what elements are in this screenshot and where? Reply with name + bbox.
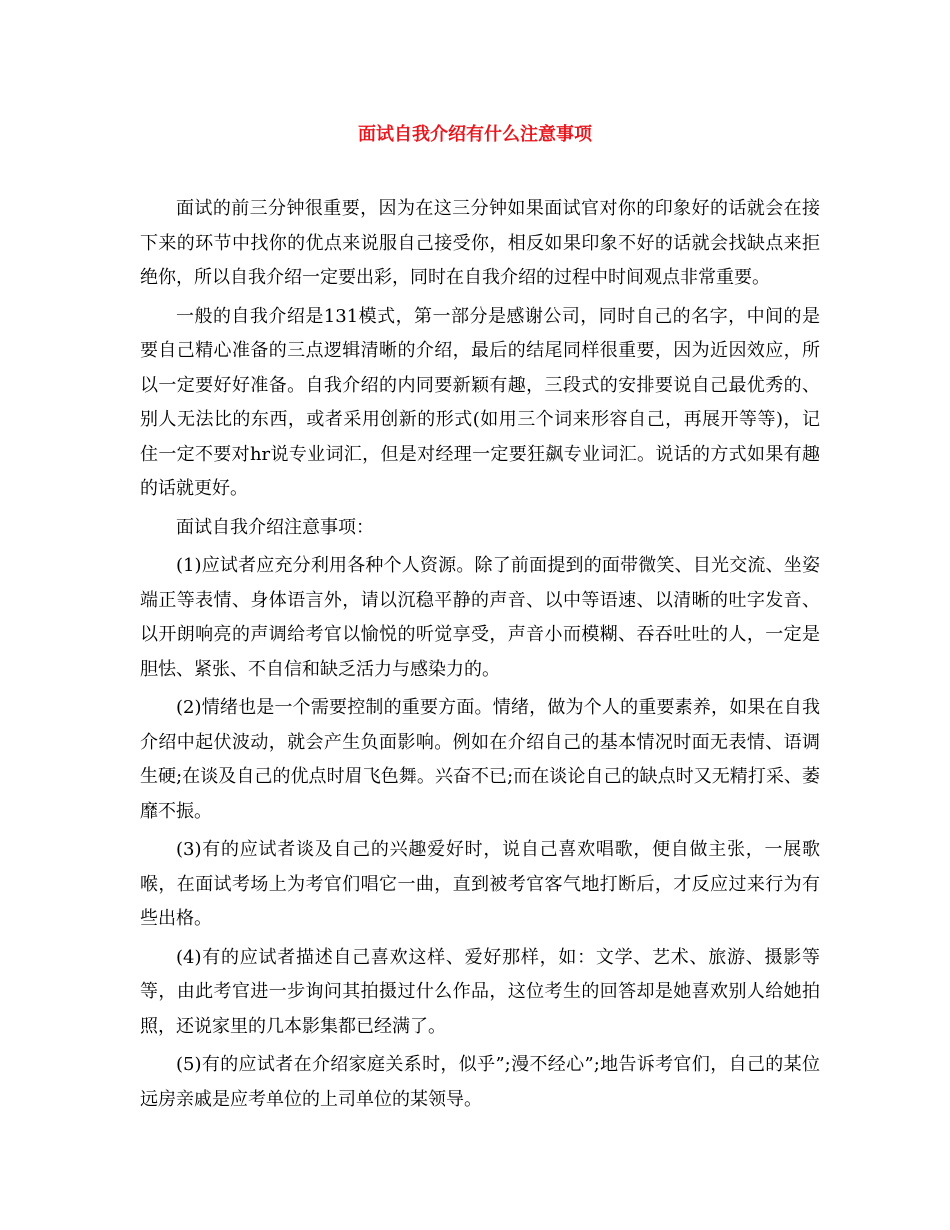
document-body: [140, 192, 820, 1121]
paragraph-notes-heading: 面试自我介绍注意事项：: [176, 516, 374, 538]
paragraph-note-5: (5)有的应试者在介绍家庭关系时，似乎”;漫不经心”;地告诉考官们，自己的某位远房亲戚是应考单位的上司单位的某领导。: [140, 1054, 820, 1110]
paragraph-note-1: (1)应试者应充分利用各种个人资源。除了前面提到的面带微笑、目光交流、坐姿端正等表情、身体语言外，请以沉稳平静的声音、以中等语速、以清晰的吐字发音、以开朗响亮的声调给考官以愉悦的听觉享受，声音小而模糊、吞吞吐吐的人，一定是胆怯、紧张、不自信和缺乏活力与感染力的。: [140, 555, 820, 680]
paragraph-131-model: 一般的自我介绍是131模式，第一部分是感谢公司，同时自己的名字，中间的是要自己精心准备的三点逻辑清晰的介绍，最后的结尾同样很重要，因为近因效应，所以一定要好好准备。自我介绍的内同要新颖有趣，三段式的安排要说自己最优秀的、别人无法比的东西，或者采用创新的形式(如用三个词来形容自己，再展开等等)，记住一定不要对hr说专业词汇，但是对经理一定要狂飙专业词汇。说话的方式如果有趣的话就更好。: [140, 305, 820, 499]
document-title: 面试自我介绍有什么注意事项: [358, 124, 592, 145]
paragraph-intro: 面试的前三分钟很重要，因为在这三分钟如果面试官对你的印象好的话就会在接下来的环节中找你的优点来说服自己接受你，相反如果印象不好的话就会找缺点来拒绝你，所以自我介绍一定要出彩，同时在自我介绍的过程中时间观点非常重要。: [140, 198, 820, 288]
paragraph-note-2: (2)情绪也是一个需要控制的重要方面。情绪，做为个人的重要素养，如果在自我介绍中起伏波动，就会产生负面影响。例如在介绍自己的基本情况时面无表情、语调生硬;在谈及自己的优点时眉飞色舞。兴奋不已;而在谈论自己的缺点时又无精打采、萎靡不振。: [140, 697, 820, 822]
paragraph-note-3: (3)有的应试者谈及自己的兴趣爱好时，说自己喜欢唱歌，便自做主张，一展歌喉，在面试考场上为考官们唱它一曲，直到被考官客气地打断后，才反应过来行为有些出格。: [140, 839, 820, 929]
paragraph-note-4: (4)有的应试者描述自己喜欢这样、爱好那样，如：文学、艺术、旅游、摄影等等，由此考官进一步询问其拍摄过什么作品，这位考生的回答却是她喜欢别人给她拍照，还说家里的几本影集都已经满了。: [140, 946, 820, 1037]
